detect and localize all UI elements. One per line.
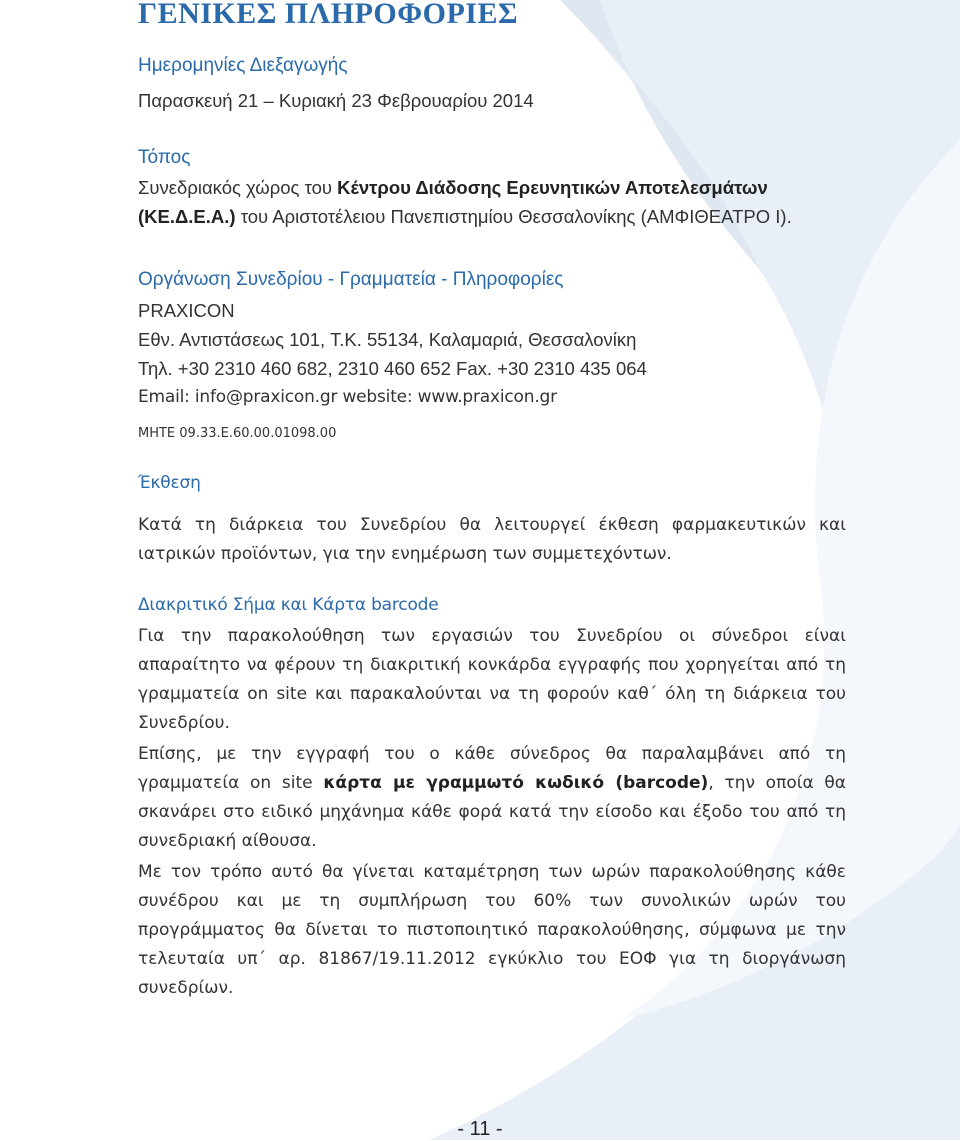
badge-paragraph-1: Για την παρακολούθηση των εργασιών του Συνεδρίου οι σύνεδροι είναι απαραίτητο να φέρουν τη διακριτική κονκάρδα εγγραφής που χορηγείται από τη γραμματεία on site και παρακαλούνται να τη φορούν καθ΄ όλη τη διάρκεια του Συνεδρίου. xyxy=(138,626,846,733)
page-title: ΓΕΝΙΚΕΣ ΠΛΗΡΟΦΟΡΙΕΣ xyxy=(138,0,519,30)
barcode-card-emphasis: κάρτα με γραμμωτό κωδικό (barcode) xyxy=(323,773,709,793)
exhibition-heading: Έκθεση xyxy=(138,473,201,493)
badge-section xyxy=(138,592,846,1003)
place-line-1 xyxy=(138,173,792,202)
dates-section xyxy=(138,53,534,115)
dates-text: Παρασκευή 21 – Κυριακή 23 Φεβρουαρίου 2014 xyxy=(138,90,534,111)
badge-paragraph-2-end: , την οποία θα σκανάρει στο ειδικό μηχάνημα κάθε φορά κατά την είσοδο και έξοδο του από τη συνεδριακή αίθουσα. xyxy=(138,773,846,851)
badge-paragraph-2-start: Επίσης, με την εγγραφή του ο κάθε σύνεδρος θα παραλαμβάνει από τη γραμματεία on site xyxy=(138,744,846,793)
badge-paragraph-3: Με τον τρόπο αυτό θα γίνεται καταμέτρηση των ωρών παρακολούθησης κάθε συνέδρου και με τη συμπλήρωση του 60% των συνολικών ωρών του προγράμματος θα δίνεται το πιστοποιητικό παρακολούθησης, σύμφωνα με την τελευταία υπ΄ αρ. 81867/19.11.2012 εγκύκλιο του ΕΟΦ για τη διοργάνωση συνεδρίων. xyxy=(138,862,846,998)
badge-paragraph-2 xyxy=(138,740,846,856)
organization-phone: Τηλ. +30 2310 460 682, 2310 460 652 Fax. +30 2310 435 064 xyxy=(138,358,647,379)
place-section xyxy=(138,145,792,231)
organization-heading: Οργάνωση Συνεδρίου - Γραμματεία - Πληροφορίες xyxy=(138,269,564,290)
organization-address: Εθν. Αντιστάσεως 101, Τ.Κ. 55134, Καλαμαριά, Θεσσαλονίκη xyxy=(138,329,637,350)
page-number: - 11 - xyxy=(457,1118,503,1140)
badge-heading: Διακριτικό Σήμα και Κάρτα barcode xyxy=(138,595,439,615)
dates-heading: Ημερομηνίες Διεξαγωγής xyxy=(138,55,348,76)
place-center-abbr: (ΚΕ.Δ.Ε.Α.) xyxy=(138,206,236,227)
organization-email: Email: info@praxicon.gr website: www.praxicon.gr xyxy=(138,387,557,407)
place-line-2-text: του Αριστοτέλειου Πανεπιστημίου Θεσσαλονίκης (ΑΜΦΙΘΕΑΤΡΟ Ι). xyxy=(235,206,792,227)
organization-section xyxy=(138,267,647,456)
exhibition-section xyxy=(138,470,846,569)
organization-mhte: ΜΗΤΕ 09.33.Ε.60.00.01098.00 xyxy=(138,426,337,441)
exhibition-text: Κατά τη διάρκεια του Συνεδρίου θα λειτουργεί έκθεση φαρμακευτικών και ιατρικών προϊόντων, για την ενημέρωση των συμμετεχόντων. xyxy=(138,515,846,564)
organization-name: PRAXICON xyxy=(138,300,235,321)
place-center-name: Κέντρου Διάδοσης Ερευνητικών Αποτελεσμάτων xyxy=(337,177,768,198)
place-heading: Τόπος xyxy=(138,147,191,168)
place-line-1-text: Συνεδριακός χώρος του xyxy=(138,177,338,198)
page-content xyxy=(138,0,846,998)
place-line-2 xyxy=(138,202,792,231)
